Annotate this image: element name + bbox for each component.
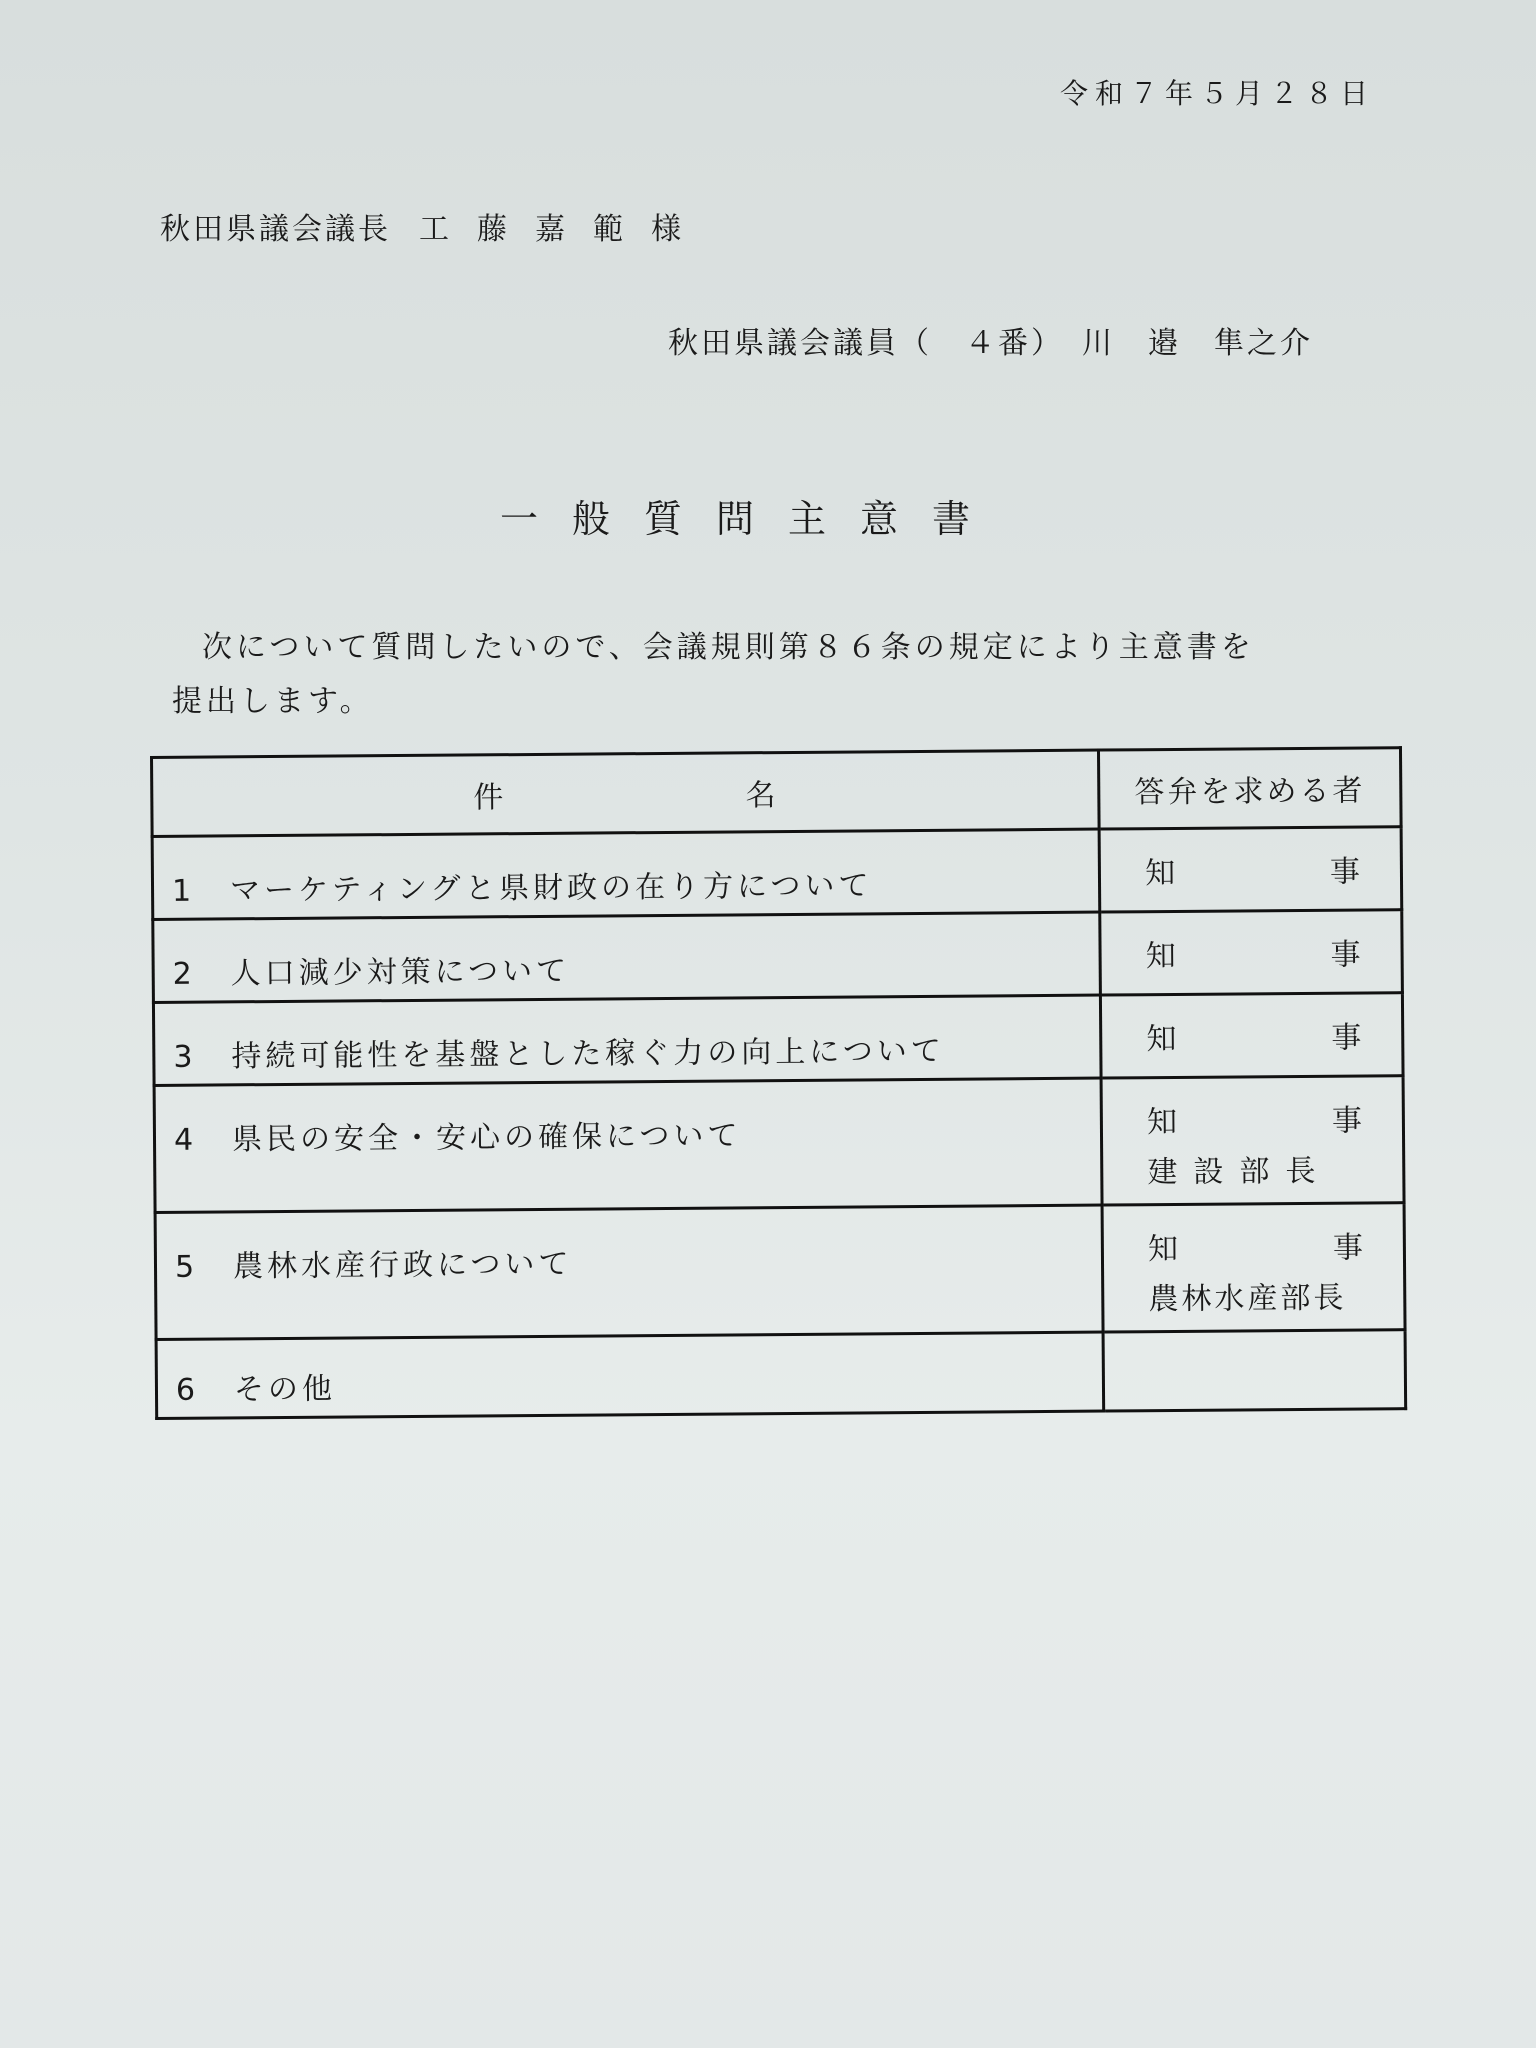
- respondent-2: 農林水産部長: [1148, 1280, 1347, 1318]
- addressee: [160, 204, 684, 248]
- respondent-cell: [1099, 827, 1401, 912]
- respondent-cell: [1100, 910, 1402, 995]
- table-row: [155, 1203, 1405, 1340]
- header-subject-char-2: 名: [745, 778, 778, 814]
- table-row: [153, 993, 1403, 1086]
- respondent-governor: 知 事: [1146, 1020, 1362, 1058]
- addressee-name: 工藤嘉範: [419, 212, 651, 247]
- subject-cell: [153, 912, 1101, 1002]
- sender: 秋田県議会議員（ ４番） 川 邉 隼之介: [668, 326, 1313, 361]
- row-number: 2: [172, 956, 192, 992]
- table-row: [156, 1330, 1406, 1419]
- subject-cell: [153, 995, 1101, 1085]
- table-row: [154, 1076, 1404, 1213]
- respondent-2: 建設部長: [1147, 1153, 1332, 1191]
- row-subject: 人口減少対策について: [230, 953, 571, 992]
- respondent-cell: [1101, 993, 1403, 1078]
- row-subject: 県民の安全・安心の確保について: [231, 1118, 742, 1158]
- header-respondent: 答弁を求める者: [1134, 773, 1366, 811]
- question-table: [150, 746, 1407, 1420]
- respondent-governor: 知 事: [1146, 1103, 1363, 1141]
- table-row: [152, 827, 1402, 920]
- table-row: [153, 910, 1403, 1003]
- header-subject-cell: [152, 750, 1100, 836]
- subject-cell: [156, 1332, 1104, 1418]
- body-text-line-2: 提出します。: [172, 684, 374, 719]
- table-header-row: [152, 748, 1402, 837]
- body-text-line-1: 次について質問したいので、会議規則第８６条の規定により主意書を: [202, 630, 1255, 665]
- document-title: 一般質問主意書: [500, 497, 1005, 541]
- respondent-cell: [1103, 1330, 1405, 1411]
- header-subject-char-1: 件: [473, 780, 506, 816]
- row-number: 3: [173, 1039, 193, 1075]
- respondent-cell: [1102, 1203, 1405, 1332]
- header-respondent-cell: [1099, 748, 1401, 829]
- subject-cell: [154, 1078, 1102, 1212]
- row-subject: その他: [233, 1371, 337, 1408]
- respondent-governor: 知 事: [1145, 937, 1361, 975]
- respondent-governor: 知 事: [1147, 1230, 1364, 1268]
- addressee-honorific: 様: [651, 212, 684, 247]
- row-subject: 農林水産行政について: [232, 1246, 573, 1285]
- row-number: 5: [174, 1249, 195, 1285]
- addressee-title: 秋田県議会議長: [160, 212, 391, 247]
- row-number: 1: [171, 873, 192, 909]
- respondent-cell: [1101, 1076, 1404, 1205]
- row-subject: マーケティングと県財政の在り方について: [229, 868, 873, 909]
- row-subject: 持続可能性を基盤とした稼ぐ力の向上について: [231, 1033, 945, 1075]
- row-number: 4: [173, 1122, 194, 1158]
- document-date: 令和７年５月２８日: [1060, 77, 1376, 110]
- row-number: 6: [175, 1372, 196, 1408]
- subject-cell: [155, 1205, 1103, 1339]
- respondent-governor: 知 事: [1144, 854, 1361, 892]
- subject-cell: [152, 829, 1100, 919]
